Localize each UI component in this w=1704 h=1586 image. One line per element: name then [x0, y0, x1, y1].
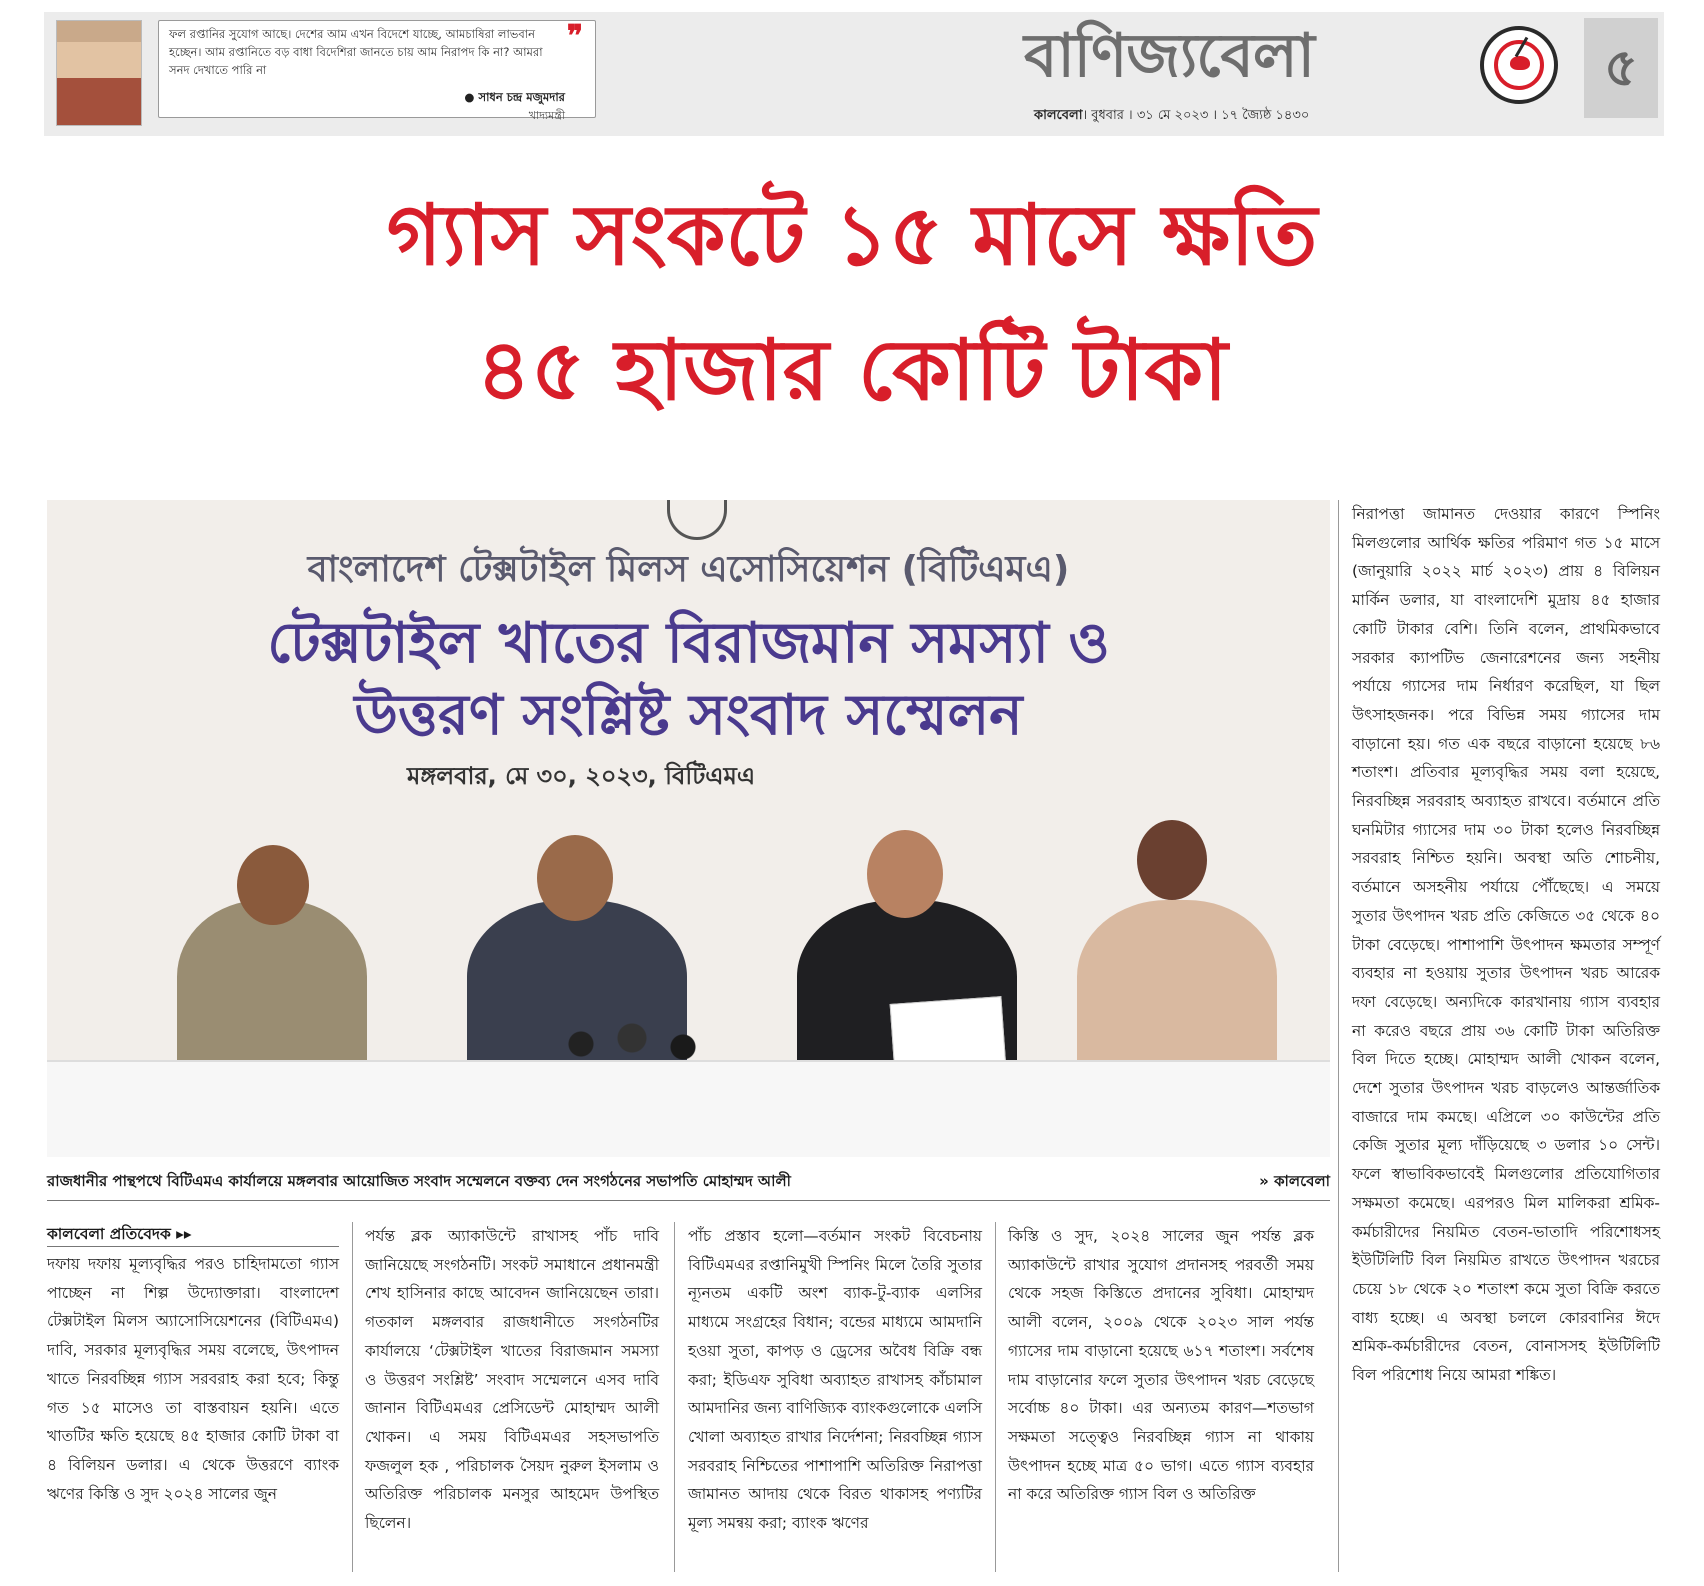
conference-table — [47, 1060, 1330, 1157]
banner-org: বাংলাদেশ টেক্সটাইল মিলস এসোসিয়েশন (বিটিএমএ) — [307, 549, 1070, 590]
person-3-head — [867, 830, 943, 918]
paper-name: কালবেলা — [1034, 108, 1083, 123]
btma-logo-icon — [667, 500, 727, 540]
column-divider — [995, 1222, 996, 1572]
person-1-head — [237, 845, 309, 925]
quote-box — [158, 19, 596, 122]
caption-divider — [47, 1200, 1330, 1201]
quote-role: খাদ্যমন্ত্রী — [528, 109, 565, 122]
article-column-1 — [47, 1250, 339, 1508]
press-conference-photo — [47, 500, 1330, 1157]
article-text-5: নিরাপত্তা জামানত দেওয়ার কারণে স্পিনিং মিলগুলোর আর্থিক ক্ষতির পরিমাণ গত ১৫ মাসে (জানুয়ারি ২০২২ মার্চ ২০২৩) প্রায় ৪ বিলিয়ন মার্কিন ডলার, যা বাংলাদেশি মুদ্রায় ৪৫ হাজার কোটি টাকার বেশি। তিনি বলেন, প্রাথমিকভাবে সরকার ক্যাপটিভ জেনারেশনের জন্য সহনীয় পর্যায়ে গ্যাসের দাম নির্ধারণ করেছিল, যা ছিল উৎসাহজনক। পরে বিভিন্ন সময় গ্যাসের দাম বাড়ানো হয়। গত এক বছরে বাড়ানো হয়েছে ৮৬ শতাংশ। প্রতিবার মূল্যবৃদ্ধির সময় বলা হয়েছে, নিরবচ্ছিন্ন সরবরাহ অব্যাহত রাখবে। বর্তমানে প্রতি ঘনমিটার গ্যাসের দাম ৩০ টাকা হলেও নিরবচ্ছিন্ন সরবরাহ নিশ্চিত হয়নি। অবস্থা অতি শোচনীয়, বর্তমানে অসহনীয় পর্যায়ে পৌঁছেছে। এ সময়ে সুতার উৎপাদন খরচ প্রতি কেজিতে ৩৫ থেকে ৪০ টাকা বেড়েছে। পাশাপাশি উৎপাদন ক্ষমতার সম্পূর্ণ ব্যবহার না হওয়ায় সুতার উৎপাদন খরচ আরেক দফা বেড়েছে। অন্যদিকে কারখানায় গ্যাস ব্যবহার না করেও বছরে প্রায় ৩৬ কোটি টাকা অতিরিক্ত বিল দিতে হচ্ছে। মোহাম্মদ আলী খোকন বলেন, দেশে সুতার উৎপাদন খরচ বাড়লেও আন্তর্জাতিক বাজারে দাম কমছে। এপ্রিলে ৩০ কাউন্টের প্রতি কেজি সুতার মূল্য দাঁড়িয়েছে ৩ ডলার ১০ সেন্ট। ফলে স্বাভাবিকভাবেই মিলগুলোর প্রতিযোগিতার সক্ষমতা কমেছে। এরপরও মিল মালিকরা শ্রমিক-কর্মচারীদের নিয়মিত বেতন-ভাতাদি পরিশোধসহ ইউটিলিটি বিল নিয়মিত রাখতে উৎপাদন খরচের চেয়ে ১৮ থেকে ২০ শতাংশ কমে সুতা বিক্রি করতে বাধ্য হচ্ছে। এ অবস্থা চললে কোরবানির ঈদে শ্রমিক-কর্মচারীদের বেতন, বোনাসসহ ইউটিলিটি বিল পরিশোধ নিয়ে আমরা শঙ্কিত। — [1352, 505, 1660, 1385]
page-number: ৫ — [1584, 18, 1658, 118]
section-brand: বাণিজ্যবেলা — [1024, 21, 1314, 91]
byline: কালবেলা প্রতিবেদক ▸▸ — [47, 1225, 192, 1243]
photo-caption — [47, 1170, 1330, 1194]
person-4 — [1077, 900, 1277, 1070]
article-text-1: দফায় দফায় মূল্যবৃদ্ধির পরও চাহিদামতো গ্যাস পাচ্ছেন না শিল্প উদ্যোক্তারা। বাংলাদেশ টেক্সটাইল মিলস অ্যাসোসিয়েশনের (বিটিএমএ) দাবি, সরকার মূল্যবৃদ্ধির সময় বলেছে, উৎপাদন খাতে নিরবচ্ছিন্ন গ্যাস সরবরাহ করা হবে; কিন্তু গত ১৫ মাসেও তা বাস্তবায়ন হয়নি। এতে খাতটির ক্ষতি হয়েছে ৪৫ হাজার কোটি টাকা বা ৪ বিলিয়ন ডলার। এ থেকে উত্তরণে ব্যাংক ঋণের কিস্তি ও সুদ ২০২৪ সালের জুন — [47, 1255, 339, 1503]
banner-date: মঙ্গলবার, মে ৩০, ২০২৩, বিটিএমএ — [407, 762, 756, 790]
headline-line-1: গ্যাস সংকটে ১৫ মাসে ক্ষতি — [386, 186, 1318, 284]
banner-title-1: টেক্সটাইল খাতের বিরাজমান সমস্যা ও — [267, 611, 1110, 676]
article-text-2: পর্যন্ত ব্লক অ্যাকাউন্টে রাখাসহ পাঁচ দাবি জানিয়েছে সংগঠনটি। সংকট সমাধানে প্রধানমন্ত্রী শেখ হাসিনার কাছে আবেদন জানিয়েছেন তারা। গতকাল মঙ্গলবার রাজধানীতে সংগঠনটির কার্যালয়ে ‘টেক্সটাইল খাতের বিরাজমান সমস্যা ও উত্তরণ সংশ্লিষ্ট’ সংবাদ সম্মেলনে এসব দাবি জানান বিটিএমএর প্রেসিডেন্ট মোহাম্মদ আলী খোকন। এ সময় বিটিএমএর সহসভাপতি ফজলুল হক , পরিচালক সৈয়দ নুরুল ইসলাম ও অতিরিক্ত পরিচালক মনসুর আহমেদ উপস্থিত ছিলেন। — [365, 1227, 659, 1533]
photo-credit: » কালবেলা — [1259, 1172, 1330, 1190]
article-column-2 — [365, 1222, 659, 1538]
article-text-4: কিস্তি ও সুদ, ২০২৪ সালের জুন পর্যন্ত ব্লক অ্যাকাউন্টে রাখার সুযোগ প্রদানসহ পরবর্তী সময় থেকে সহজ কিস্তিতে প্রদানের সুবিধা। মোহাম্মদ আলী বলেন, ২০০৯ থেকে ২০২৩ সাল পর্যন্ত গ্যাসের দাম বাড়ানো হয়েছে ৬১৭ শতাংশ। সর্বশেষ দাম বাড়ানোর ফলে সুতার উৎপাদন খরচ বেড়েছে সর্বোচ্চ ৪০ টাকা। এর অন্যতম কারণ—শতভাগ সক্ষমতা সত্ত্বেও নিরবচ্ছিন্ন গ্যাস না থাকায় উৎপাদন হচ্ছে মাত্র ৫০ ভাগ। এতে গ্যাস ব্যবহার না করে অতিরিক্ত গ্যাস বিল ও অতিরিক্ত — [1008, 1227, 1314, 1504]
column-divider — [352, 1222, 353, 1572]
quote-mark-icon: ❞ — [566, 19, 583, 54]
dateline — [1034, 106, 1309, 127]
quote-author: ● সাধন চন্দ্র মজুমদার — [464, 90, 565, 104]
minister-portrait — [56, 20, 142, 126]
column-divider — [1338, 500, 1339, 1572]
banner-title-2: উত্তরণ সংশ্লিষ্ট সংবাদ সম্মেলন — [354, 683, 1023, 748]
person-2-head — [537, 835, 613, 921]
quote-author-name: সাধন চন্দ্র মজুমদার — [478, 90, 565, 104]
headline-line-2: ৪৫ হাজার কোটি টাকা — [476, 321, 1228, 419]
article-column-5 — [1352, 500, 1660, 1390]
date-text: । বুধবার । ৩১ মে ২০২৩ । ১৭ জ্যৈষ্ঠ ১৪৩০ — [1082, 108, 1310, 123]
article-column-3 — [688, 1222, 982, 1538]
byline-divider — [47, 1246, 339, 1247]
eye-clock-logo-icon — [1480, 26, 1558, 104]
article-text-3: পাঁচ প্রস্তাব হলো—বর্তমান সংকট বিবেচনায় বিটিএমএর রপ্তানিমুখী স্পিনিং মিলে তৈরি সুতার ন্যূনতম একটি অংশ ব্যাক-টু-ব্যাক এলসির মাধ্যমে সংগ্রহের বিধান; বন্ডের মাধ্যমে আমদানি হওয়া সুতা, কাপড় ও ড্রেসের অবৈধ বিক্রি বন্ধ করা; ইডিএফ সুবিধা অব্যাহত রাখাসহ কাঁচামাল আমদানির জন্য বাণিজ্যিক ব্যাংকগুলোকে এলসি খোলা অব্যাহত রাখার নির্দেশনা; নিরবচ্ছিন্ন গ্যাস সরবরাহ নিশ্চিতের পাশাপাশি অতিরিক্ত নিরাপত্তা জামানত আদায় থেকে বিরত থাকাসহ পণ্যটির মূল্য সমন্বয় করা; ব্যাংক ঋণের — [688, 1227, 982, 1533]
quote-text: ফল রপ্তানির সুযোগ আছে। দেশের আম এখন বিদেশে যাচ্ছে, আমচাষিরা লাভবান হচ্ছেন। আম রপ্তানিতে বড় বাধা বিদেশিরা জানতে চায় আম নিরাপদ কি না? আমরা সনদ দেখাতে পারি না — [169, 27, 543, 77]
article-column-4 — [1008, 1222, 1314, 1509]
masthead — [44, 12, 1664, 136]
column-divider — [674, 1222, 675, 1572]
person-1 — [177, 900, 367, 1070]
person-4-head — [1137, 820, 1207, 900]
caption-text: রাজধানীর পান্থপথে বিটিএমএ কার্যালয়ে মঙ্গলবার আয়োজিত সংবাদ সম্মেলনে বক্তব্য দেন সংগঠনের সভাপতি মোহাম্মদ আলী — [47, 1172, 791, 1190]
